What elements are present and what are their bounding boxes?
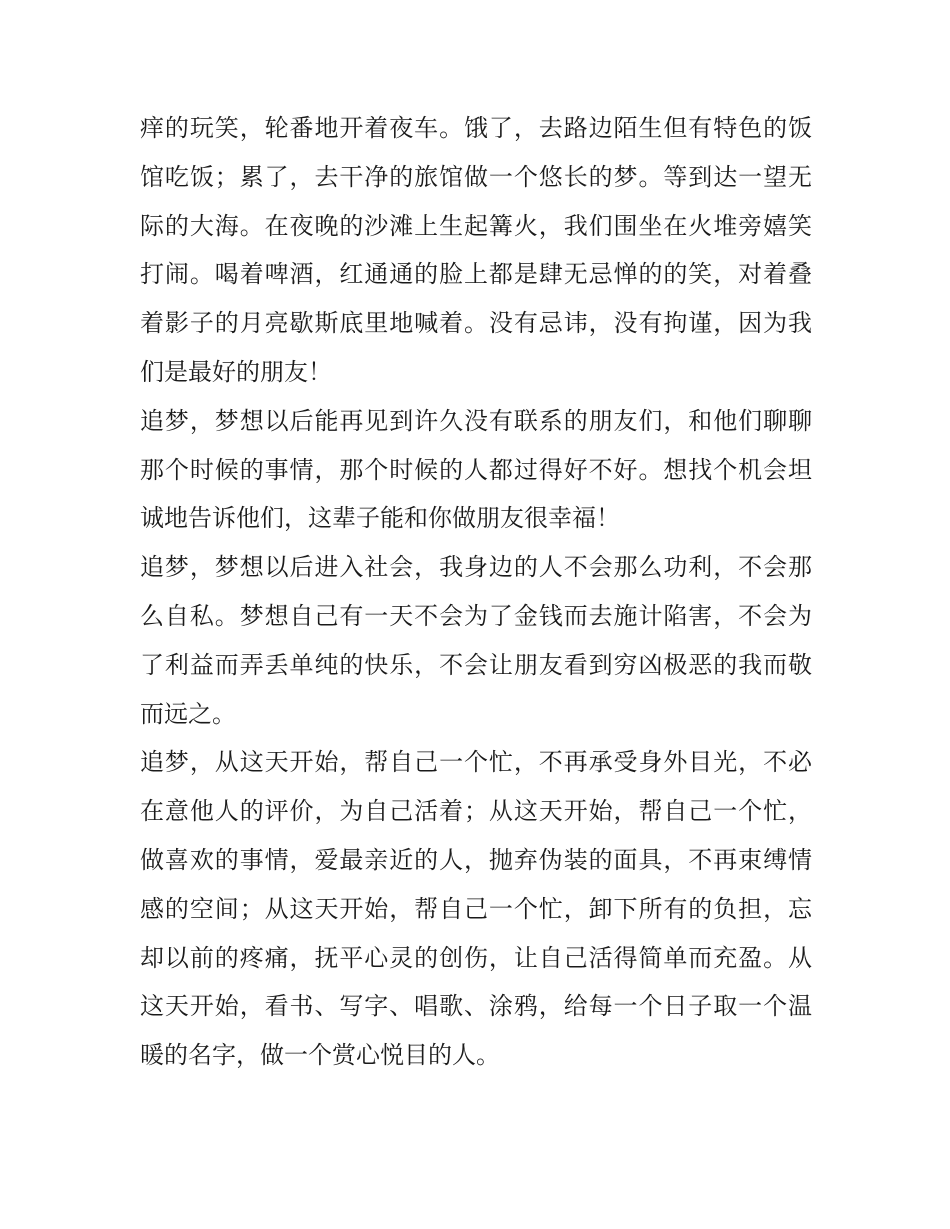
text-line: 诚地告诉他们，这辈子能和你做朋友很幸福！ xyxy=(140,504,620,533)
text-line: 而远之。 xyxy=(140,699,236,728)
text-line: 了利益而弄丢单纯的快乐，不会让朋友看到穷凶极恶的我而敬 xyxy=(140,650,812,679)
text-line: 追梦，梦想以后能再见到许久没有联系的朋友们，和他们聊聊 xyxy=(140,406,812,435)
text-line: 暖的名字，做一个赏心悦目的人。 xyxy=(140,1041,500,1070)
text-line: 感的空间；从这天开始，帮自己一个忙，卸下所有的负担，忘 xyxy=(140,894,812,923)
text-line: 追梦，从这天开始，帮自己一个忙，不再承受身外目光，不必 xyxy=(140,748,812,777)
paragraph-1 xyxy=(140,104,812,397)
paragraph-3 xyxy=(140,543,812,738)
paragraph-4 xyxy=(140,738,812,1080)
text-line: 际的大海。在夜晚的沙滩上生起篝火，我们围坐在火堆旁嬉笑 xyxy=(140,211,812,240)
text-line: 痒的玩笑，轮番地开着夜车。饿了，去路边陌生但有特色的饭 xyxy=(140,114,812,142)
text-line: 那个时候的事情，那个时候的人都过得好不好。想找个机会坦 xyxy=(140,455,812,484)
text-line: 着影子的月亮歇斯底里地喊着。没有忌讳，没有拘谨，因为我 xyxy=(140,309,812,338)
text-line: 们是最好的朋友！ xyxy=(140,357,332,386)
text-line: 做喜欢的事情，爱最亲近的人，抛弃伪装的面具，不再束缚情 xyxy=(140,845,812,874)
document-body xyxy=(140,104,812,1080)
text-line: 追梦，梦想以后进入社会，我身边的人不会那么功利，不会那 xyxy=(140,553,812,582)
text-line: 在意他人的评价，为自己活着；从这天开始，帮自己一个忙， xyxy=(140,797,812,826)
text-line: 这天开始，看书、写字、唱歌、涂鸦，给每一个日子取一个温 xyxy=(140,992,812,1021)
text-line: 打闹。喝着啤酒，红通通的脸上都是肆无忌惮的的笑，对着叠 xyxy=(140,260,812,289)
text-line: 馆吃饭；累了，去干净的旅馆做一个悠长的梦。等到达一望无 xyxy=(140,162,812,191)
text-line: 么自私。梦想自己有一天不会为了金钱而去施计陷害，不会为 xyxy=(140,601,812,630)
text-line: 却以前的疼痛，抚平心灵的创伤，让自己活得简单而充盈。从 xyxy=(140,943,812,972)
paragraph-2 xyxy=(140,397,812,543)
